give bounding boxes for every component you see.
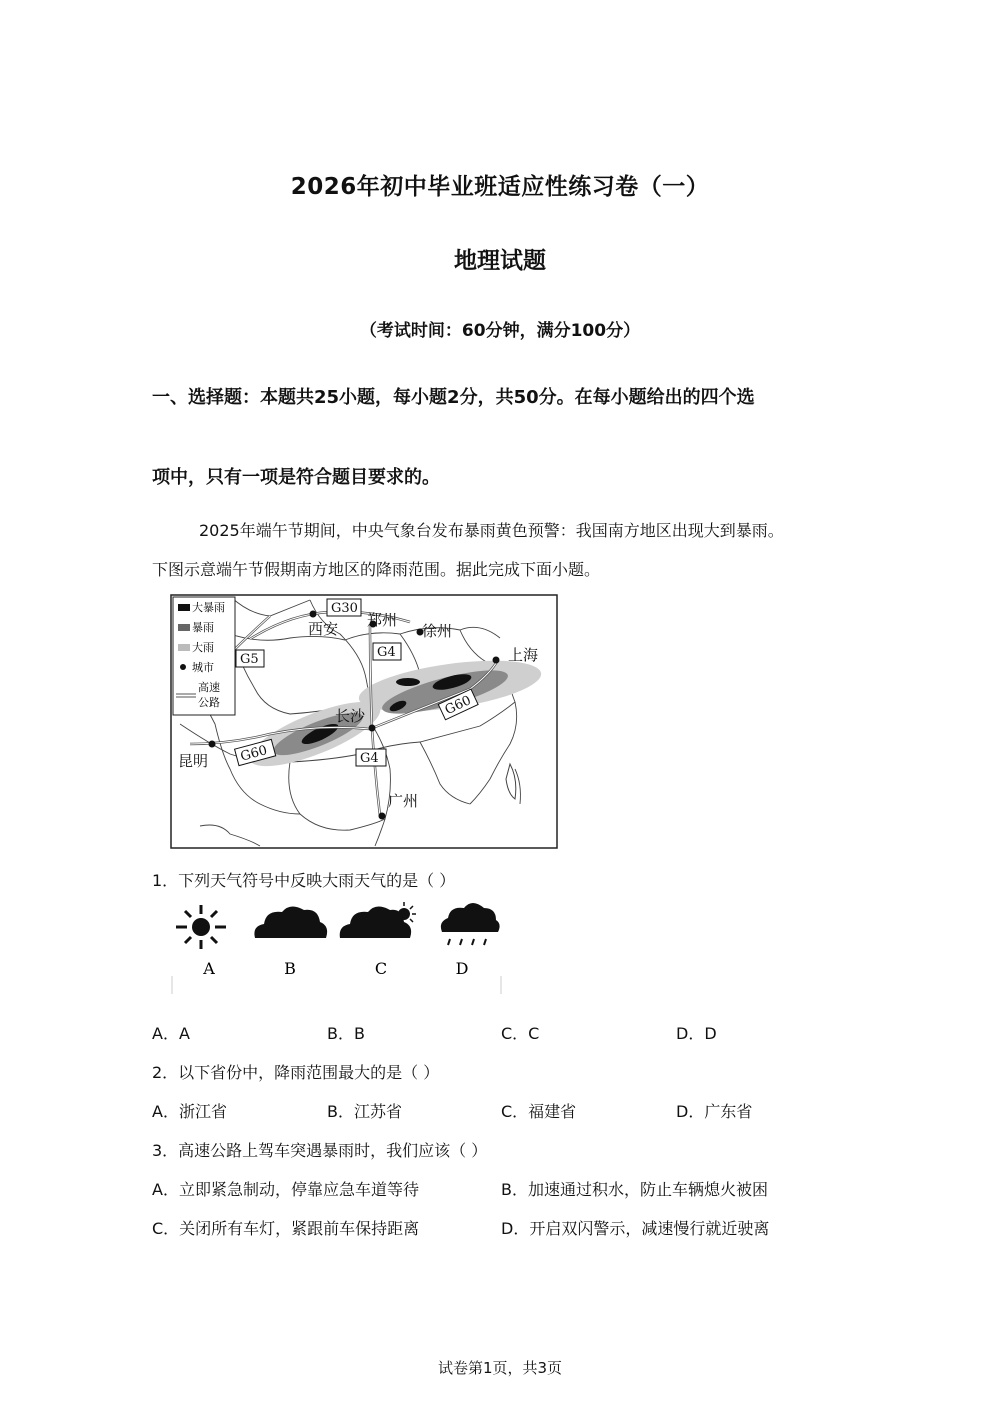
intro-line2: 下图示意端午节假期南方地区的降雨范围。据此完成下面小题。 [152, 560, 601, 579]
section-heading-line1: 一、选择题：本题共25小题，每小题2分，共50分。在每小题给出的四个选 [152, 387, 755, 408]
section-heading-line2: 项中，只有一项是符合题目要求的。 [152, 467, 440, 488]
q3-option-a[interactable]: A．立即紧急制动，停靠应急车道等待 [152, 1180, 419, 1199]
symbol-label-b: B [284, 959, 296, 978]
intro-line1: 2025年端午节期间，中央气象台发布暴雨黄色预警：我国南方地区出现大到暴雨。 [199, 521, 784, 540]
q2-option-a[interactable]: A．浙江省 [152, 1102, 227, 1121]
cloud-sun-icon [340, 902, 416, 938]
legend-swatch-heavy-rainstorm [178, 604, 190, 611]
exam-subtitle: 地理试题 [454, 248, 546, 274]
sun-icon [176, 905, 226, 949]
symbol-label-c: C [374, 959, 388, 978]
highway-shield-g4-north: G4 [377, 645, 396, 660]
exam-time: （考试时间：60分钟，满分100分） [359, 321, 641, 341]
symbol-label-d: D [455, 959, 469, 978]
city-label-shanghai: 上海 [508, 646, 539, 664]
legend-label-2: 大雨 [192, 641, 214, 654]
q1-option-c[interactable]: C．C [501, 1024, 540, 1043]
q1-option-d[interactable]: D．D [676, 1024, 717, 1043]
legend-swatch-heavy-rain [178, 644, 190, 651]
city-label-kunming: 昆明 [178, 752, 209, 770]
page-footer: 试卷第1页，共3页 [437, 1359, 563, 1377]
q3-option-b[interactable]: B．加速通过积水，防止车辆熄火被困 [501, 1180, 768, 1199]
legend-label-1: 暴雨 [192, 621, 214, 634]
q1-option-b[interactable]: B．B [327, 1024, 365, 1043]
highway-shield-g5: G5 [240, 652, 259, 667]
legend-swatch-rainstorm [178, 624, 190, 631]
q3-option-c[interactable]: C．关闭所有车灯，紧跟前车保持距离 [152, 1219, 420, 1238]
q2-option-b[interactable]: B．江苏省 [327, 1102, 402, 1121]
question-2-stem: 2．以下省份中，降雨范围最大的是（ ） [152, 1063, 440, 1082]
weather-symbols [168, 902, 508, 997]
city-label-zhengzhou: 郑州 [367, 611, 398, 629]
city-label-changsha: 长沙 [335, 707, 366, 725]
rain-cloud-icon [441, 903, 500, 945]
q3-option-d[interactable]: D．开启双闪警示，减速慢行就近驶离 [501, 1219, 770, 1238]
exam-title: 2026年初中毕业班适应性练习卷（一） [290, 174, 710, 200]
legend-label-0: 大暴雨 [192, 601, 225, 614]
city-label-guangzhou: 广州 [388, 792, 419, 810]
question-3-stem: 3．高速公路上驾车突遇暴雨时，我们应该（ ） [152, 1141, 488, 1160]
city-label-xuzhou: 徐州 [422, 622, 453, 640]
q2-option-c[interactable]: C．福建省 [501, 1102, 577, 1121]
question-1-stem: 1．下列天气符号中反映大雨天气的是（ ） [152, 871, 456, 890]
legend-label-3: 城市 [192, 661, 214, 674]
rainfall-map [170, 594, 559, 850]
highway-shield-g60-east: G60 [442, 693, 474, 719]
highway-shield-g60-west: G60 [238, 743, 269, 765]
symbol-label-a: A [203, 959, 215, 978]
city-label-xian: 西安 [308, 620, 339, 638]
legend-city-dot [180, 664, 186, 670]
q1-option-a[interactable]: A．A [152, 1024, 190, 1043]
highway-shield-g4-south: G4 [360, 751, 379, 766]
legend-label-4: 高速 [198, 681, 220, 694]
q2-option-d[interactable]: D．广东省 [676, 1102, 753, 1121]
cloud-icon [254, 906, 327, 938]
highway-shield-g30: G30 [331, 601, 358, 616]
legend-label-5: 公路 [198, 696, 220, 709]
